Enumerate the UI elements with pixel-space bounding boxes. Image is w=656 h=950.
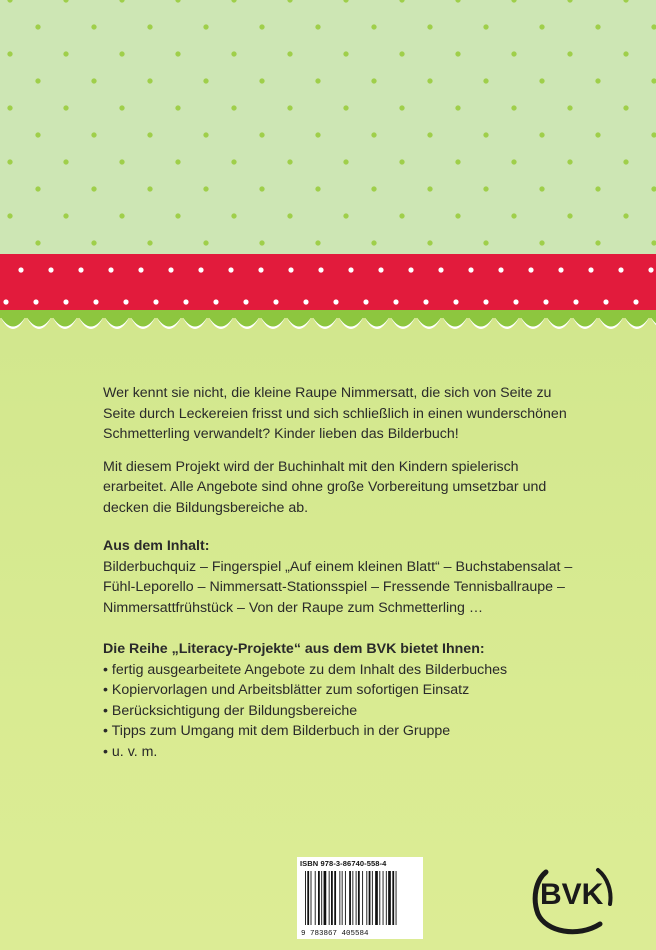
- list-item: • u. v. m.: [103, 742, 583, 763]
- ribbon-svg: [0, 254, 656, 344]
- list-item: • fertig ausgearbeitete Angebote zu dem Inhalt des Bilderbuches: [103, 660, 583, 681]
- barcode-digits: 9 783867 405584: [301, 930, 369, 937]
- isbn-label: ISBN 978-3-86740-558-4: [300, 859, 387, 868]
- barcode-graphic: [299, 871, 421, 937]
- intro-paragraph: Wer kennt sie nicht, die kleine Raupe Nimmersatt, die sich von Seite zu Seite durch Leckereien frisst und sich schließlich in einen wunderschönen Schmetterling verwandelt? Kinder lieben das Bilderbuch!: [103, 385, 567, 442]
- contents-heading: Aus dem Inhalt:: [103, 538, 210, 554]
- contents-list: Bilderbuchquiz – Fingerspiel „Auf einem kleinen Blatt“ – Buchstabensalat – Fühl-Leporello – Nimmersatt-Stationsspiel – Fressende Tennisballraupe – Nimmersattfrühstück – Von der Raupe zum Schmetterling …: [103, 558, 573, 616]
- bvk-logo-text: BVK: [540, 878, 604, 911]
- series-heading: Die Reihe „Literacy-Projekte“ aus dem BVK bietet Ihnen:: [103, 641, 485, 657]
- list-item: • Tipps zum Umgang mit dem Bilderbuch in der Gruppe: [103, 721, 583, 742]
- dotted-top-panel: [0, 0, 656, 256]
- list-item: • Kopiervorlagen und Arbeitsblätter zum sofortigen Einsatz: [103, 680, 583, 701]
- bvk-logo: [528, 858, 614, 938]
- series-benefits-list: [103, 660, 583, 763]
- list-item: • Berücksichtigung der Bildungsbereiche: [103, 701, 583, 722]
- red-band: [0, 254, 656, 316]
- scallop-fringe: [0, 310, 656, 329]
- project-paragraph: Mit diesem Projekt wird der Buchinhalt mit den Kindern spielerisch erarbeitet. Alle Angebote sind ohne große Vorbereitung umsetzbar und decken die Bildungsbereiche ab.: [103, 458, 547, 516]
- isbn-barcode: [297, 857, 423, 939]
- red-ribbon-band: [0, 254, 656, 344]
- blurb-text: [103, 383, 583, 762]
